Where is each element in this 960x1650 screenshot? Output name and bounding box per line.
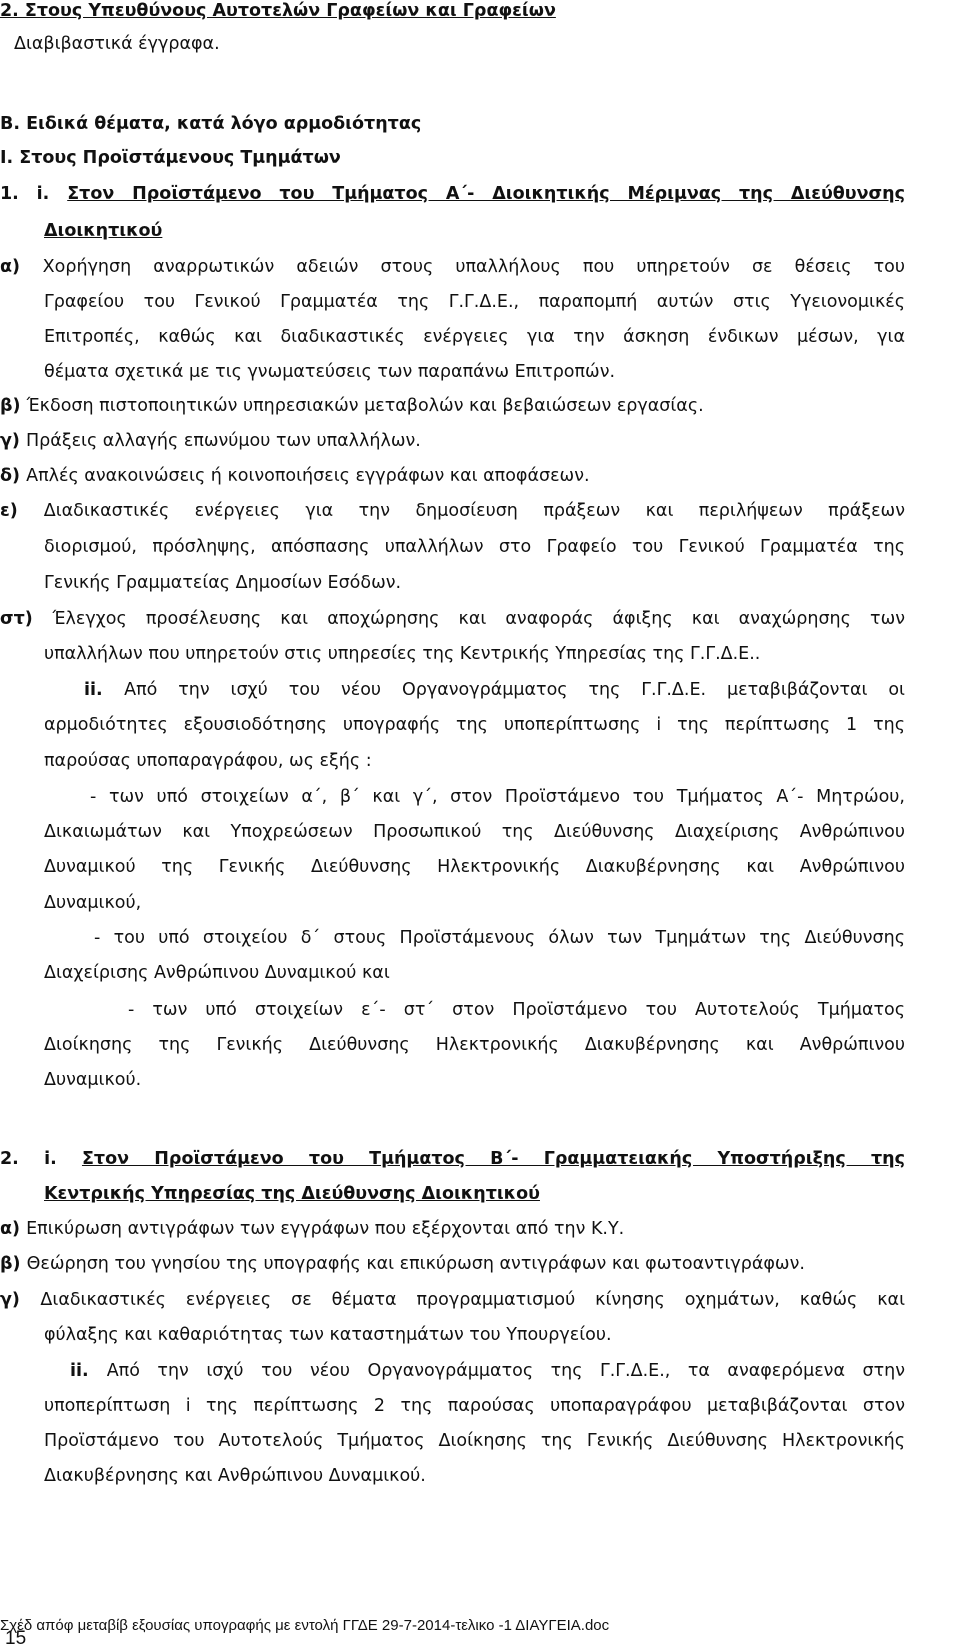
text-line [0,430,421,452]
line-text: Στον Προϊστάμενο του Τμήματος Α΄- Διοικητικής Μέριμνας της Διεύθυνσης [67,184,906,204]
text-line [0,500,905,522]
line-text: Έκδοση πιστοποιητικών υπηρεσιακών μεταβολών και βεβαιώσεων εργασίας. [26,396,704,416]
line-text: Στον Προϊστάμενο του Τμήματος Β΄- Γραμματειακής Υποστήριξης της [81,1149,905,1169]
line-text: Β. Ειδικά θέματα, κατά λόγο αρμοδιότητας [0,114,422,134]
item-label: β) [0,396,27,416]
text-line [44,361,615,383]
footer-filename: Σχέδ απόφ μεταβίβ εξουσίας υπογραφής με εντολή ΓΓΔΕ 29-7-2014-τελικο -1 ΔΙΑΥΓΕΙΑ.doc [0,1617,610,1634]
text-line [0,1218,624,1240]
item-label: γ) [0,431,27,451]
text-line [0,1289,905,1311]
line-text: Πράξεις αλλαγής επωνύμου των υπαλλήλων. [26,431,421,451]
item-label: ε) [0,501,44,521]
text-line [44,1465,426,1487]
text-line [0,1253,805,1275]
line-text: - του υπό στοιχείου δ΄ στους Προϊστάμενους όλων των Τμημάτων της Διεύθυνσης [94,928,905,948]
text-line [84,679,905,701]
text-line [0,113,421,135]
text-line [0,395,704,417]
item-label: β) [0,1254,27,1274]
line-text: Έλεγχος προσέλευσης και αποχώρησης και αναφοράς άφιξης και αναχώρησης των [52,609,905,629]
text-line [44,856,905,878]
text-line [0,183,905,205]
line-text: υπαλλήλων που υπηρετούν στις υπηρεσίες της Κεντρικής Υπηρεσίας της Γ.Γ.Δ.Ε.. [44,644,761,664]
text-line [44,892,141,914]
item-label: 1. i. [0,184,68,204]
text-line [44,536,905,558]
line-text: Διαβιβαστικά έγγραφα. [14,34,220,54]
text-line [44,572,401,594]
line-text: Διαχείρισης Ανθρώπινου Δυναμικού και [44,963,390,983]
line-text: Γενικής Γραμματείας Δημοσίων Εσόδων. [44,573,402,593]
line-text: Διοικητικού [44,221,163,241]
text-line [44,750,372,772]
page-number: 15 [5,1628,27,1649]
text-line [0,0,556,22]
text-line [44,821,905,843]
line-text: Από την ισχύ του νέου Οργανογράμματος της Γ.Γ.Δ.Ε., τα αναφερόμενα στην [106,1361,905,1381]
line-text: Από την ισχύ του νέου Οργανογράμματος της Γ.Γ.Δ.Ε. μεταβιβάζονται οι [124,680,905,700]
text-line [44,1430,905,1452]
text-line [0,1148,905,1170]
line-text: Διαδικαστικές ενέργειες για την δημοσίευση πράξεων και περιλήψεων πράξεων [43,501,905,521]
line-text: Δικαιωμάτων και Υποχρεώσεων Προσωπικού της Διεύθυνσης Διαχείρισης Ανθρώπινου [44,822,905,842]
text-line [44,326,905,348]
text-line [44,1183,540,1205]
text-line [128,999,905,1021]
item-label: α) [0,1219,27,1239]
item-label: γ) [0,1290,41,1310]
text-line [44,714,905,736]
item-label: ii. [84,680,125,700]
line-text: Δυναμικού. [44,1070,142,1090]
text-line [0,608,905,630]
line-text: - των υπό στοιχείων ε΄- στ΄ στον Προϊστάμενο του Αυτοτελούς Τμήματος [128,1000,905,1020]
item-label: α) [0,257,43,277]
text-line [44,291,905,313]
line-text: υποπερίπτωση i της περίπτωσης 2 της παρούσας υποπαραγράφου μεταβιβάζονται στον [44,1396,905,1416]
line-text: διορισμού, πρόσληψης, απόσπασης υπαλλήλων στο Γραφείο του Γενικού Γραμματέα της [44,537,905,557]
line-text: Θεώρηση του γνησίου της υπογραφής και επικύρωση αντιγράφων και φωτοαντιγράφων. [26,1254,805,1274]
line-text: Επιτροπές, καθώς και διαδικαστικές ενέργειες για την άσκηση ένδικων μέσων, για [44,327,905,347]
line-text: Δυναμικού, [44,893,142,913]
text-line [44,1395,905,1417]
text-line [90,786,905,808]
line-text: - των υπό στοιχείων α΄, β΄ και γ΄, στον Προϊστάμενο του Τμήματος Α΄- Μητρώου, [90,787,905,807]
text-line [44,220,162,242]
text-line [44,1324,612,1346]
text-line [44,962,390,984]
line-text: Κεντρικής Υπηρεσίας της Διεύθυνσης Διοικητικού [44,1184,540,1204]
line-text: Προϊστάμενο του Αυτοτελούς Τμήματος Διοίκησης της Γενικής Διεύθυνσης Ηλεκτρονικής [44,1431,905,1451]
text-line [14,33,220,55]
text-line [44,1069,141,1091]
line-text: φύλαξης και καθαριότητας των καταστημάτων του Υπουργείου. [44,1325,612,1345]
text-line [94,927,905,949]
text-line [44,1034,905,1056]
item-label: δ) [0,466,27,486]
text-line [0,465,590,487]
text-line [0,147,341,169]
line-text: Ι. Στους Προϊστάμενους Τμημάτων [0,148,341,168]
line-text: παρούσας υποπαραγράφου, ως εξής : [44,751,372,771]
item-label: στ) [0,609,53,629]
line-text: θέματα σχετικά με τις γνωματεύσεις των παραπάνω Επιτροπών. [44,362,616,382]
line-text: Διαδικαστικές ενέργειες σε θέματα προγραμματισμού κίνησης οχημάτων, καθώς και [40,1290,905,1310]
item-label: 2. i. [0,1149,82,1169]
line-text: Χορήγηση αναρρωτικών αδειών στους υπαλλήλους που υπηρετούν σε θέσεις του [42,257,905,277]
text-line [70,1360,905,1382]
line-text: Διακυβέρνησης και Ανθρώπινου Δυναμικού. [44,1466,426,1486]
item-label: ii. [70,1361,107,1381]
text-line [44,643,760,665]
text-line [0,256,905,278]
line-text: Δυναμικού της Γενικής Διεύθυνσης Ηλεκτρονικής Διακυβέρνησης και Ανθρώπινου [44,857,905,877]
line-text: Επικύρωση αντιγράφων των εγγράφων που εξέρχονται από την Κ.Υ. [26,1219,625,1239]
line-text: Διοίκησης της Γενικής Διεύθυνσης Ηλεκτρονικής Διακυβέρνησης και Ανθρώπινου [44,1035,905,1055]
line-text: 2. Στους Υπευθύνους Αυτοτελών Γραφείων και Γραφείων [0,1,556,21]
line-text: Απλές ανακοινώσεις ή κοινοποιήσεις εγγράφων και αποφάσεων. [26,466,590,486]
line-text: αρμοδιότητες εξουσιοδότησης υπογραφής της υποπερίπτωσης i της περίπτωσης 1 της [44,715,905,735]
line-text: Γραφείου του Γενικού Γραμματέα της Γ.Γ.Δ.Ε., παραπομπή αυτών στις Υγειονομικές [44,292,905,312]
